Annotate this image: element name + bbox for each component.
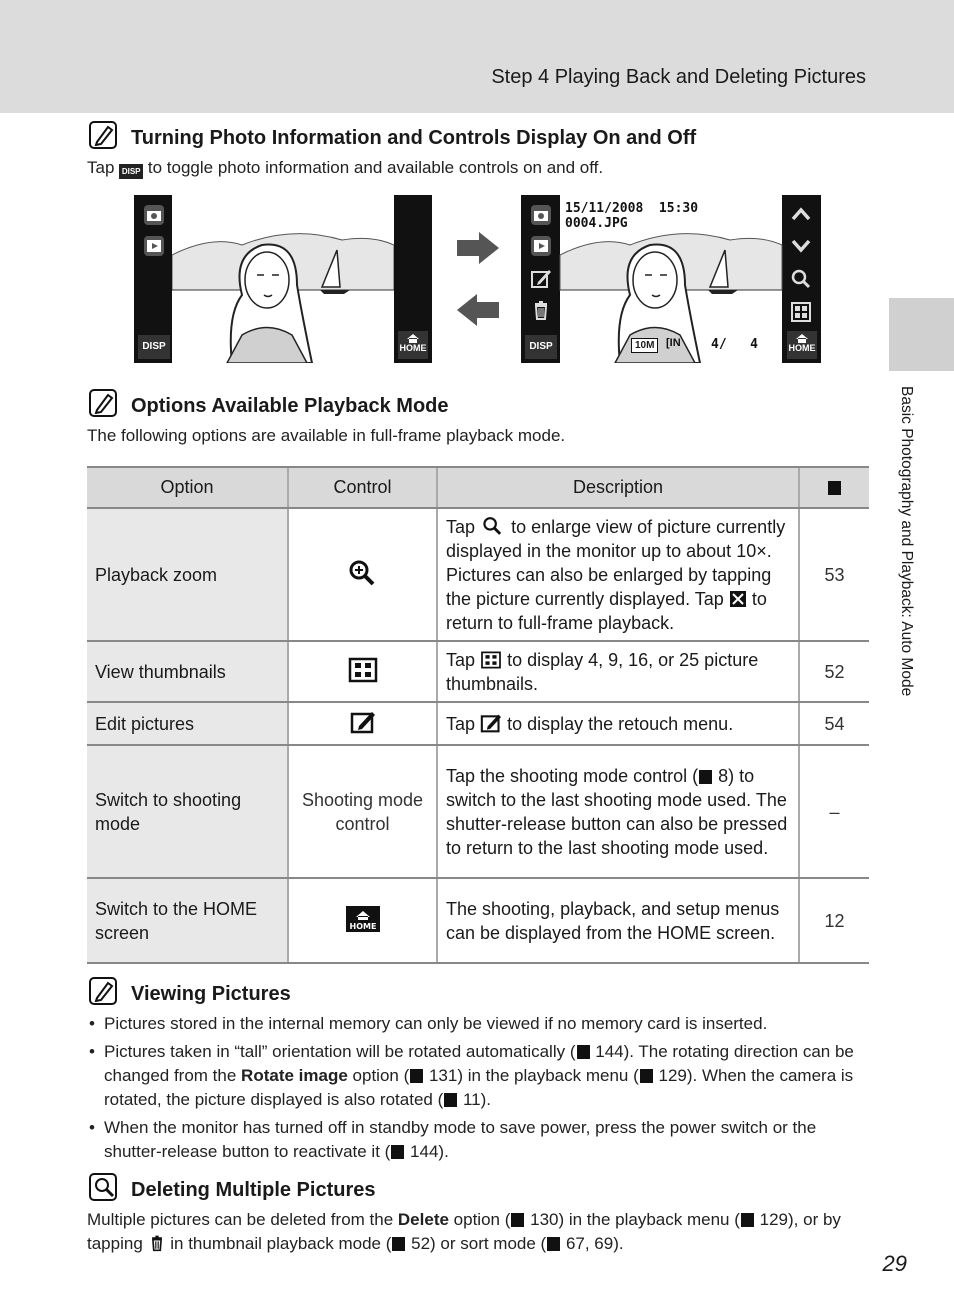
internal-memory-icon: [IN	[666, 337, 681, 349]
header-title: Step 4 Playing Back and Deleting Pictures	[491, 66, 866, 88]
header-control: Control	[288, 467, 437, 508]
header-reference	[799, 467, 869, 508]
page-reference-icon	[741, 1213, 754, 1227]
control-cell	[288, 641, 437, 702]
header-band	[0, 0, 954, 113]
arrow-right-icon	[455, 230, 501, 266]
home-icon	[795, 333, 809, 343]
edit-icon[interactable]	[530, 268, 552, 290]
description-cell: Tap to display the retouch menu.	[437, 702, 799, 745]
camera-icon[interactable]	[530, 204, 552, 226]
page-reference-icon	[444, 1093, 457, 1107]
table-row	[87, 508, 869, 641]
description-cell: Tap the shooting mode control ( 8) to switch to the last shooting mode used. The shutter-release button can also be pressed to return to the last shooting mode used.	[437, 745, 799, 878]
file-name: 0004.JPG	[565, 216, 628, 231]
page-reference-icon	[391, 1145, 404, 1159]
section-title-deleting: Deleting Multiple Pictures	[131, 1179, 376, 1201]
screen-controls-hidden	[134, 195, 432, 363]
thumbnails-icon[interactable]	[790, 301, 812, 323]
screen-controls-shown	[521, 195, 821, 363]
disp-button[interactable]: DISP	[138, 335, 170, 359]
playback-icon[interactable]	[143, 235, 165, 257]
list-item: • Pictures stored in the internal memory can only be viewed if no memory card is inserted.	[87, 1012, 867, 1036]
edit-icon	[350, 710, 376, 734]
section-title-photo-info: Turning Photo Information and Controls Display On and Off	[131, 127, 697, 149]
page-reference-icon	[392, 1237, 405, 1251]
disp-icon: DISP	[119, 164, 143, 179]
control-cell	[288, 508, 437, 641]
section-text-photo-info: Tap DISP to toggle photo information and available controls on and off.	[87, 158, 604, 177]
reference-cell: 52	[799, 641, 869, 702]
side-tab	[889, 298, 954, 371]
reference-cell: 54	[799, 702, 869, 745]
scroll-up-icon[interactable]	[790, 205, 812, 223]
camera-icon[interactable]	[143, 204, 165, 226]
section-text-options: The following options are available in full-frame playback mode.	[87, 426, 566, 445]
option-cell: View thumbnails	[87, 641, 288, 702]
zoom-icon[interactable]	[790, 268, 812, 290]
svg-text:HOME: HOME	[349, 922, 376, 931]
page-reference-icon	[828, 481, 841, 495]
zoom-icon	[480, 516, 506, 536]
home-button[interactable]: HOME	[398, 331, 428, 359]
full-frame-icon	[729, 590, 747, 608]
option-cell: Edit pictures	[87, 702, 288, 745]
portrait-scene	[172, 195, 394, 363]
page-reference-icon	[511, 1213, 524, 1227]
section-title-options: Options Available Playback Mode	[131, 395, 449, 417]
note-icon	[89, 389, 117, 417]
page-reference-icon	[547, 1237, 560, 1251]
home-button[interactable]: HOME	[787, 331, 817, 359]
delete-icon	[148, 1234, 166, 1252]
thumbnails-icon	[348, 657, 378, 683]
side-tab-text: Basic Photography and Playback: Auto Mode	[898, 386, 915, 697]
page-reference-icon	[640, 1069, 653, 1083]
viewing-bullet-list	[87, 1012, 867, 1168]
disp-button[interactable]: DISP	[525, 335, 557, 359]
home-icon	[346, 906, 380, 932]
description-cell: Tap to display 4, 9, 16, or 25 picture thumbnails.	[437, 641, 799, 702]
option-cell: Playback zoom	[87, 508, 288, 641]
reference-cell: 53	[799, 508, 869, 641]
arrow-left-icon	[455, 292, 501, 328]
home-icon	[406, 333, 420, 343]
description-cell: The shooting, playback, and setup menus can be displayed from the HOME screen.	[437, 878, 799, 963]
date-time: 15/11/2008 15:30	[565, 201, 699, 216]
reference-cell: –	[799, 745, 869, 878]
image-mode-badge: 10M	[631, 338, 658, 353]
note-icon	[89, 977, 117, 1005]
page-number: 29	[882, 1251, 907, 1276]
control-cell	[288, 702, 437, 745]
delete-icon[interactable]	[530, 299, 552, 321]
table-row	[87, 745, 869, 878]
description-cell: Tap to enlarge view of picture currently displayed in the monitor up to about 10×. Pictures can also be enlarged by tapping the picture currently displayed. Tap to return to full-frame playback.	[437, 508, 799, 641]
table-row	[87, 702, 869, 745]
thumbnails-icon	[480, 651, 502, 669]
table-header-row	[87, 467, 869, 508]
list-item: • When the monitor has turned off in standby mode to save power, press the power switch or the shutter-release button to reactivate it ( 144).	[87, 1116, 867, 1164]
header-description: Description	[437, 467, 799, 508]
control-cell: Shooting mode control	[288, 745, 437, 878]
section-title-viewing: Viewing Pictures	[131, 983, 291, 1005]
option-cell: Switch to shooting mode	[87, 745, 288, 878]
list-item: • Pictures taken in “tall” orientation will be rotated automatically ( 144). The rotating direction can be changed from the Rotate image option ( 131) in the playback menu ( 129). When the camera is rotated, the picture displayed is also rotated ( 11).	[87, 1040, 867, 1112]
table-row	[87, 641, 869, 702]
reference-cell: 12	[799, 878, 869, 963]
table-row	[87, 878, 869, 963]
note-icon	[89, 121, 117, 149]
options-table	[87, 466, 869, 964]
header-option: Option	[87, 467, 288, 508]
scroll-down-icon[interactable]	[790, 237, 812, 255]
page-reference-icon	[410, 1069, 423, 1083]
playback-icon[interactable]	[530, 235, 552, 257]
edit-icon	[480, 713, 502, 733]
control-cell	[288, 878, 437, 963]
zoom-icon	[348, 559, 378, 587]
page-reference-icon	[699, 770, 712, 784]
page-reference-icon	[577, 1045, 590, 1059]
tip-icon	[89, 1173, 117, 1201]
frame-counter: 4/ 4	[711, 337, 758, 352]
option-cell: Switch to the HOME screen	[87, 878, 288, 963]
section-text-deleting: Multiple pictures can be deleted from the Delete option ( 130) in the playback menu ( 129), or by tapping in thumbnail playback mode ( 52) or sort mode ( 67, 69).	[87, 1210, 841, 1253]
